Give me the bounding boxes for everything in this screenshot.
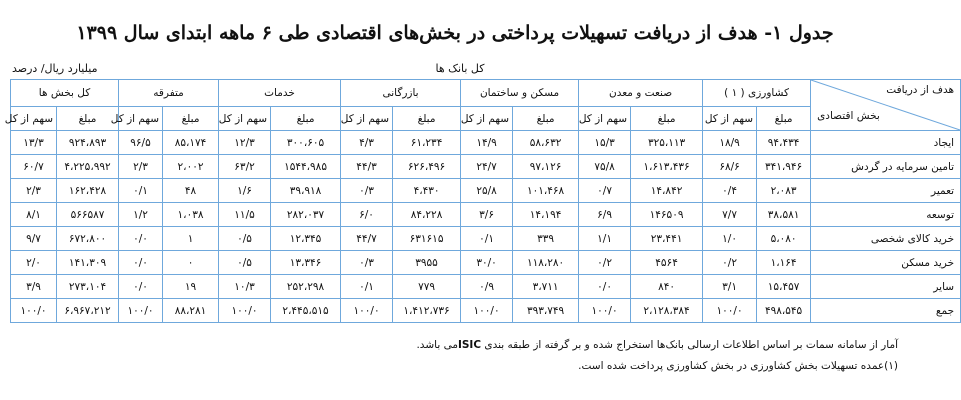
amount-header: مبلغ <box>271 107 341 131</box>
amount-cell: ۷۷۹ <box>393 275 461 299</box>
amount-cell: ۲۳،۴۴۱ <box>631 227 703 251</box>
table-row <box>11 203 961 227</box>
amount-header: مبلغ <box>757 107 811 131</box>
row-label: ایجاد <box>811 131 961 155</box>
amount-cell: ۲،۰۰۲ <box>163 155 219 179</box>
share-cell: ۷۵/۸ <box>579 155 631 179</box>
amount-header: مبلغ <box>631 107 703 131</box>
share-cell: ۰/۲ <box>579 251 631 275</box>
share-cell: ۷/۷ <box>703 203 757 227</box>
amount-cell: ۱۹ <box>163 275 219 299</box>
share-cell: ۱/۲ <box>119 203 163 227</box>
share-header: سهم از کل <box>341 107 393 131</box>
share-cell: ۶۰/۷ <box>11 155 57 179</box>
table-body <box>11 131 961 323</box>
amount-cell: ۸۴،۲۲۸ <box>393 203 461 227</box>
unit-label: میلیارد ریال/ درصد <box>12 62 98 75</box>
source-footnote-suffix: می باشد. <box>416 339 458 351</box>
share-cell: ۰/۲ <box>703 251 757 275</box>
sector-header-row <box>11 80 961 107</box>
row-label: خرید کالای شخصی <box>811 227 961 251</box>
row-label: تامین سرمایه در گردش <box>811 155 961 179</box>
share-header: سهم از کل <box>219 107 271 131</box>
sector-header: کل بخش ها <box>11 80 119 107</box>
amount-cell: ۶،۹۶۷،۲۱۲ <box>57 299 119 323</box>
amount-cell: ۳۲۵،۱۱۳ <box>631 131 703 155</box>
amount-cell: ۱۴۱،۳۰۹ <box>57 251 119 275</box>
share-cell: ۰/۳ <box>341 251 393 275</box>
share-cell: ۱۴/۹ <box>461 131 513 155</box>
share-cell: ۰/۴ <box>703 179 757 203</box>
share-cell: ۰/۵ <box>219 227 271 251</box>
amount-cell: ۱۴۶۵۰۹ <box>631 203 703 227</box>
share-cell: ۴۴/۷ <box>341 227 393 251</box>
page-title: جدول ۱- هدف از دریافت تسهیلات پرداختی در بخش‌های اقتصادی طی ۶ ماهه ابتدای سال ۱۳۹۹ <box>76 22 834 44</box>
row-label: توسعه <box>811 203 961 227</box>
table-row <box>11 227 961 251</box>
amount-cell: ۹۴،۴۳۴ <box>757 131 811 155</box>
table-row <box>11 155 961 179</box>
table-row <box>11 131 961 155</box>
facilities-table <box>4 79 961 323</box>
share-cell: ۰/۱ <box>119 179 163 203</box>
share-cell: ۱۰۰/۰ <box>219 299 271 323</box>
amount-cell: ۸۵،۱۷۴ <box>163 131 219 155</box>
amount-header: مبلغ <box>57 107 119 131</box>
row-label: جمع <box>811 299 961 323</box>
share-cell: ۴/۳ <box>341 131 393 155</box>
amount-cell: ۸۸،۲۸۱ <box>163 299 219 323</box>
source-footnote-text: آمار از سامانه سمات بر اساس اطلاعات ارسالی بانک‌ها استخراج شده و بر گرفته از طبقه بندی <box>481 339 898 351</box>
amount-cell: ۱۰۱،۴۶۸ <box>513 179 579 203</box>
share-cell: ۹/۷ <box>11 227 57 251</box>
amount-cell: ۱۴،۸۴۲ <box>631 179 703 203</box>
amount-cell: ۴،۴۳۰ <box>393 179 461 203</box>
share-cell: ۰/۹ <box>461 275 513 299</box>
amount-cell: ۱،۴۱۲،۷۳۶ <box>393 299 461 323</box>
amount-cell: ۵،۰۸۰ <box>757 227 811 251</box>
amount-cell: ۱۵،۴۵۷ <box>757 275 811 299</box>
amount-cell: ۱۴،۱۹۴ <box>513 203 579 227</box>
amount-cell: ۳۳۹ <box>513 227 579 251</box>
share-cell: ۲/۳ <box>119 155 163 179</box>
share-cell: ۲۴/۷ <box>461 155 513 179</box>
share-cell: ۰/۰ <box>579 275 631 299</box>
share-cell: ۲۵/۸ <box>461 179 513 203</box>
share-cell: ۶۳/۲ <box>219 155 271 179</box>
amount-cell: ۳۹۳،۷۴۹ <box>513 299 579 323</box>
share-cell: ۱/۶ <box>219 179 271 203</box>
row-label: سایر <box>811 275 961 299</box>
share-cell: ۱۸/۹ <box>703 131 757 155</box>
amount-cell: ۱۶۲،۴۲۸ <box>57 179 119 203</box>
amount-cell: ۱ <box>163 227 219 251</box>
share-cell: ۱۳/۳ <box>11 131 57 155</box>
share-cell: ۶۸/۶ <box>703 155 757 179</box>
share-cell: ۴۴/۳ <box>341 155 393 179</box>
row-label: تعمیر <box>811 179 961 203</box>
table-row <box>11 179 961 203</box>
share-cell: ۲/۰ <box>11 251 57 275</box>
amount-cell: ۲۸۲،۰۳۷ <box>271 203 341 227</box>
amount-cell: ۱۲،۳۴۵ <box>271 227 341 251</box>
share-cell: ۱۰۰/۰ <box>341 299 393 323</box>
share-cell: ۱۰۰/۰ <box>119 299 163 323</box>
share-cell: ۱۰۰/۰ <box>579 299 631 323</box>
amount-cell: ۱۵۴۴،۹۸۵ <box>271 155 341 179</box>
amount-cell: ۵۶۶۵۸۷ <box>57 203 119 227</box>
corner-top-label: هدف از دریافت <box>886 84 955 96</box>
share-cell: ۶/۰ <box>341 203 393 227</box>
share-cell: ۰/۷ <box>579 179 631 203</box>
amount-cell: ۱،۶۱۳،۴۳۶ <box>631 155 703 179</box>
amount-cell: ۳۹۵۵ <box>393 251 461 275</box>
share-cell: ۰/۰ <box>119 251 163 275</box>
share-cell: ۱/۱ <box>579 227 631 251</box>
amount-header: مبلغ <box>513 107 579 131</box>
share-cell: ۸/۱ <box>11 203 57 227</box>
share-cell: ۱/۰ <box>703 227 757 251</box>
amount-cell: ۴۵۶۴ <box>631 251 703 275</box>
amount-cell: ۲،۱۲۸،۳۸۴ <box>631 299 703 323</box>
sector-header: مسکن و ساختمان <box>461 80 579 107</box>
sector-header: کشاورزی ( ۱ ) <box>703 80 811 107</box>
row-label: خرید مسکن <box>811 251 961 275</box>
share-cell: ۹۶/۵ <box>119 131 163 155</box>
amount-cell: ۱،۱۶۴ <box>757 251 811 275</box>
amount-cell: ۵۸،۶۳۲ <box>513 131 579 155</box>
sector-header: صنعت و معدن <box>579 80 703 107</box>
share-cell: ۶/۹ <box>579 203 631 227</box>
share-cell: ۱۵/۳ <box>579 131 631 155</box>
share-cell: ۱۰/۳ <box>219 275 271 299</box>
table-row <box>11 275 961 299</box>
share-cell: ۳۰/۰ <box>461 251 513 275</box>
amount-header: مبلغ <box>163 107 219 131</box>
share-header: سهم از کل <box>461 107 513 131</box>
amount-cell: ۳۴۱،۹۴۶ <box>757 155 811 179</box>
amount-cell: ۶۷۲،۸۰۰ <box>57 227 119 251</box>
amount-cell: ۶۲۶،۴۹۶ <box>393 155 461 179</box>
isic-label: ISIC <box>457 339 482 351</box>
table-row <box>11 251 961 275</box>
share-cell: ۰/۳ <box>341 179 393 203</box>
banks-label: کل بانک ها <box>435 62 485 75</box>
amount-cell: ۳۰۰،۶۰۵ <box>271 131 341 155</box>
share-cell: ۲/۳ <box>11 179 57 203</box>
amount-header: مبلغ <box>393 107 461 131</box>
amount-cell: ۲،۴۴۵،۵۱۵ <box>271 299 341 323</box>
share-cell: ۰/۵ <box>219 251 271 275</box>
share-cell: ۰/۱ <box>461 227 513 251</box>
agriculture-footnote: (۱)عمده تسهیلات بخش کشاورزی در بخش کشاورزی پرداخت شده است. <box>578 360 898 372</box>
amount-cell: ۱۱۸،۲۸۰ <box>513 251 579 275</box>
amount-cell: ۶۱،۲۳۴ <box>393 131 461 155</box>
share-cell: ۳/۶ <box>461 203 513 227</box>
share-cell: ۱۰۰/۰ <box>461 299 513 323</box>
amount-cell: ۳،۷۱۱ <box>513 275 579 299</box>
corner-header-cell <box>811 80 961 131</box>
amount-cell: ۹۷،۱۲۶ <box>513 155 579 179</box>
share-cell: ۰/۰ <box>119 275 163 299</box>
amount-cell: ۹۲۴،۸۹۳ <box>57 131 119 155</box>
share-header: سهم از کل <box>119 107 163 131</box>
share-header: سهم از کل <box>11 107 57 131</box>
amount-cell: ۸۴۰ <box>631 275 703 299</box>
sector-header: بازرگانی <box>341 80 461 107</box>
amount-cell: ۳۸،۵۸۱ <box>757 203 811 227</box>
amount-cell: ۶۳۱۶۱۵ <box>393 227 461 251</box>
amount-cell: ۴۹۸،۵۴۵ <box>757 299 811 323</box>
amount-cell: ۱،۰۳۸ <box>163 203 219 227</box>
share-cell: ۱۰۰/۰ <box>11 299 57 323</box>
sector-header: متفرقه <box>119 80 219 107</box>
table-row <box>11 299 961 323</box>
amount-cell: ۱۳،۳۴۶ <box>271 251 341 275</box>
share-header: سهم از کل <box>703 107 757 131</box>
share-cell: ۰/۰ <box>119 227 163 251</box>
amount-cell: ۲،۰۸۳ <box>757 179 811 203</box>
share-cell: ۱۰۰/۰ <box>703 299 757 323</box>
amount-cell: ۴،۲۲۵،۹۹۲ <box>57 155 119 179</box>
sector-header: خدمات <box>219 80 341 107</box>
share-cell: ۳/۱ <box>703 275 757 299</box>
amount-cell: ۳۹،۹۱۸ <box>271 179 341 203</box>
amount-cell: ۲۵۲،۲۹۸ <box>271 275 341 299</box>
amount-cell: ۲۷۳،۱۰۴ <box>57 275 119 299</box>
corner-bottom-label: بخش اقتصادی <box>817 110 880 122</box>
share-cell: ۱۲/۳ <box>219 131 271 155</box>
amount-cell: ۴۸ <box>163 179 219 203</box>
share-header: سهم از کل <box>579 107 631 131</box>
share-cell: ۱۱/۵ <box>219 203 271 227</box>
share-cell: ۳/۹ <box>11 275 57 299</box>
share-cell: ۰/۱ <box>341 275 393 299</box>
source-footnote <box>416 339 898 351</box>
amount-cell: ۰ <box>163 251 219 275</box>
